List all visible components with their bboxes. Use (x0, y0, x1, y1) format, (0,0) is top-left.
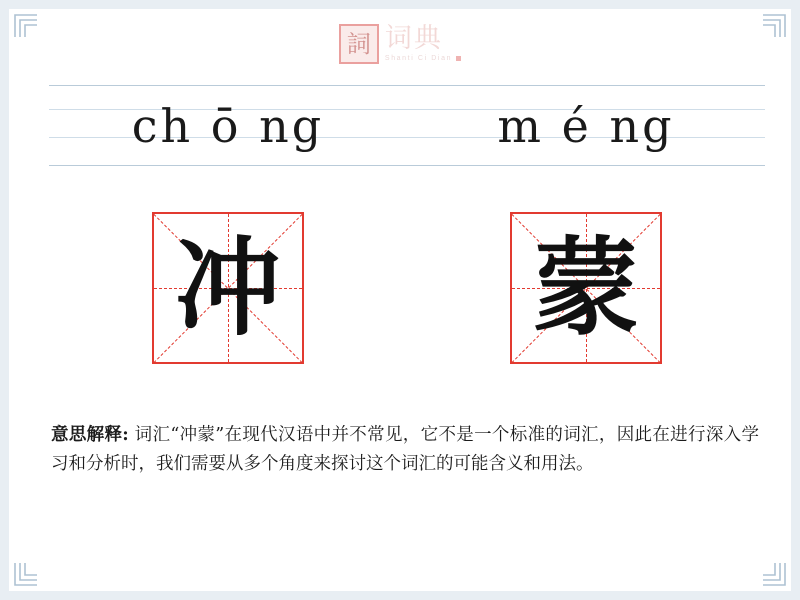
brand-subtitle-text: Shanti Ci Dian (384, 55, 453, 63)
tianzige-grid (152, 212, 304, 364)
pinyin-cell (407, 85, 765, 167)
character-row (49, 207, 765, 369)
card-header (9, 13, 791, 75)
explanation-label: 意思解释: (51, 425, 129, 445)
pinyin-cell (49, 85, 407, 167)
pinyin-row (49, 85, 765, 167)
pinyin-text: m é ng (497, 99, 675, 153)
explanation-text: 词汇“冲蒙”在现代汉语中并不常见，它不是一个标准的词汇，因此在进行深入学习和分析时，我们需要从多个角度来探讨这个词汇的可能含义和用法。 (51, 425, 759, 475)
square-dot-icon (456, 56, 461, 61)
brand-title: 词典 (384, 23, 443, 54)
explanation-block (51, 421, 759, 480)
character-glyph: 冲 (175, 225, 281, 350)
tianzige-grid (510, 212, 662, 364)
brand-logo (339, 24, 461, 64)
character-cell (49, 207, 407, 369)
corner-ornament-icon (761, 561, 787, 587)
brand-subtitle (385, 55, 461, 62)
corner-ornament-icon (13, 561, 39, 587)
pinyin-text: ch ō ng (131, 99, 325, 153)
brand-logo-text (385, 24, 461, 62)
character-glyph: 蒙 (533, 225, 639, 350)
character-cell (407, 207, 765, 369)
red-seal-icon: 詞 (339, 24, 379, 64)
